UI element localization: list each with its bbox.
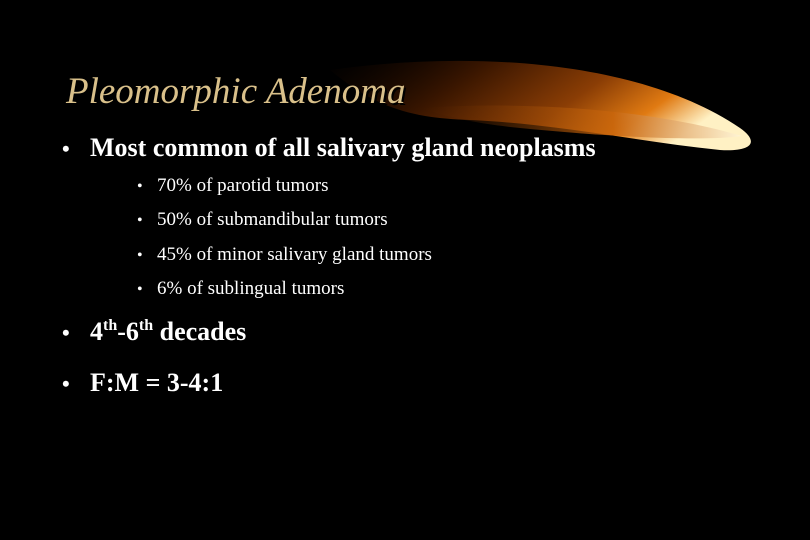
subbullet-minor-salivary <box>137 243 432 268</box>
decade-range-separator: -6 <box>117 317 139 346</box>
bullet-dot: • <box>62 320 70 345</box>
subbullet-sublingual <box>137 277 344 302</box>
subbullet-submandibular <box>137 208 388 233</box>
bullet-dot: • <box>137 281 143 298</box>
bullet-text: Most common of all salivary gland neoplasms <box>90 133 596 162</box>
bullet-dot: • <box>137 247 143 264</box>
decade-start: 4 <box>90 317 103 346</box>
bullet-dot: • <box>62 136 70 161</box>
subbullet-text: 45% of minor salivary gland tumors <box>157 244 432 265</box>
bullet-most-common <box>62 131 596 166</box>
ordinal-suffix: th <box>138 317 154 334</box>
bullet-text: F:M = 3-4:1 <box>90 368 224 397</box>
bullet-dot: • <box>137 212 143 229</box>
slide-title: Pleomorphic Adenoma <box>66 71 406 112</box>
bullet-sex-ratio <box>62 366 223 401</box>
bullet-decades <box>62 315 246 350</box>
subbullet-text: 70% of parotid tumors <box>157 175 329 196</box>
subbullet-text: 6% of sublingual tumors <box>157 278 345 299</box>
decades-label: decades <box>153 317 247 346</box>
bullet-dot: • <box>137 178 143 195</box>
bullet-dot: • <box>62 371 70 396</box>
subbullet-parotid <box>137 174 329 199</box>
ordinal-suffix: th <box>103 317 118 334</box>
subbullet-text: 50% of submandibular tumors <box>157 209 388 230</box>
